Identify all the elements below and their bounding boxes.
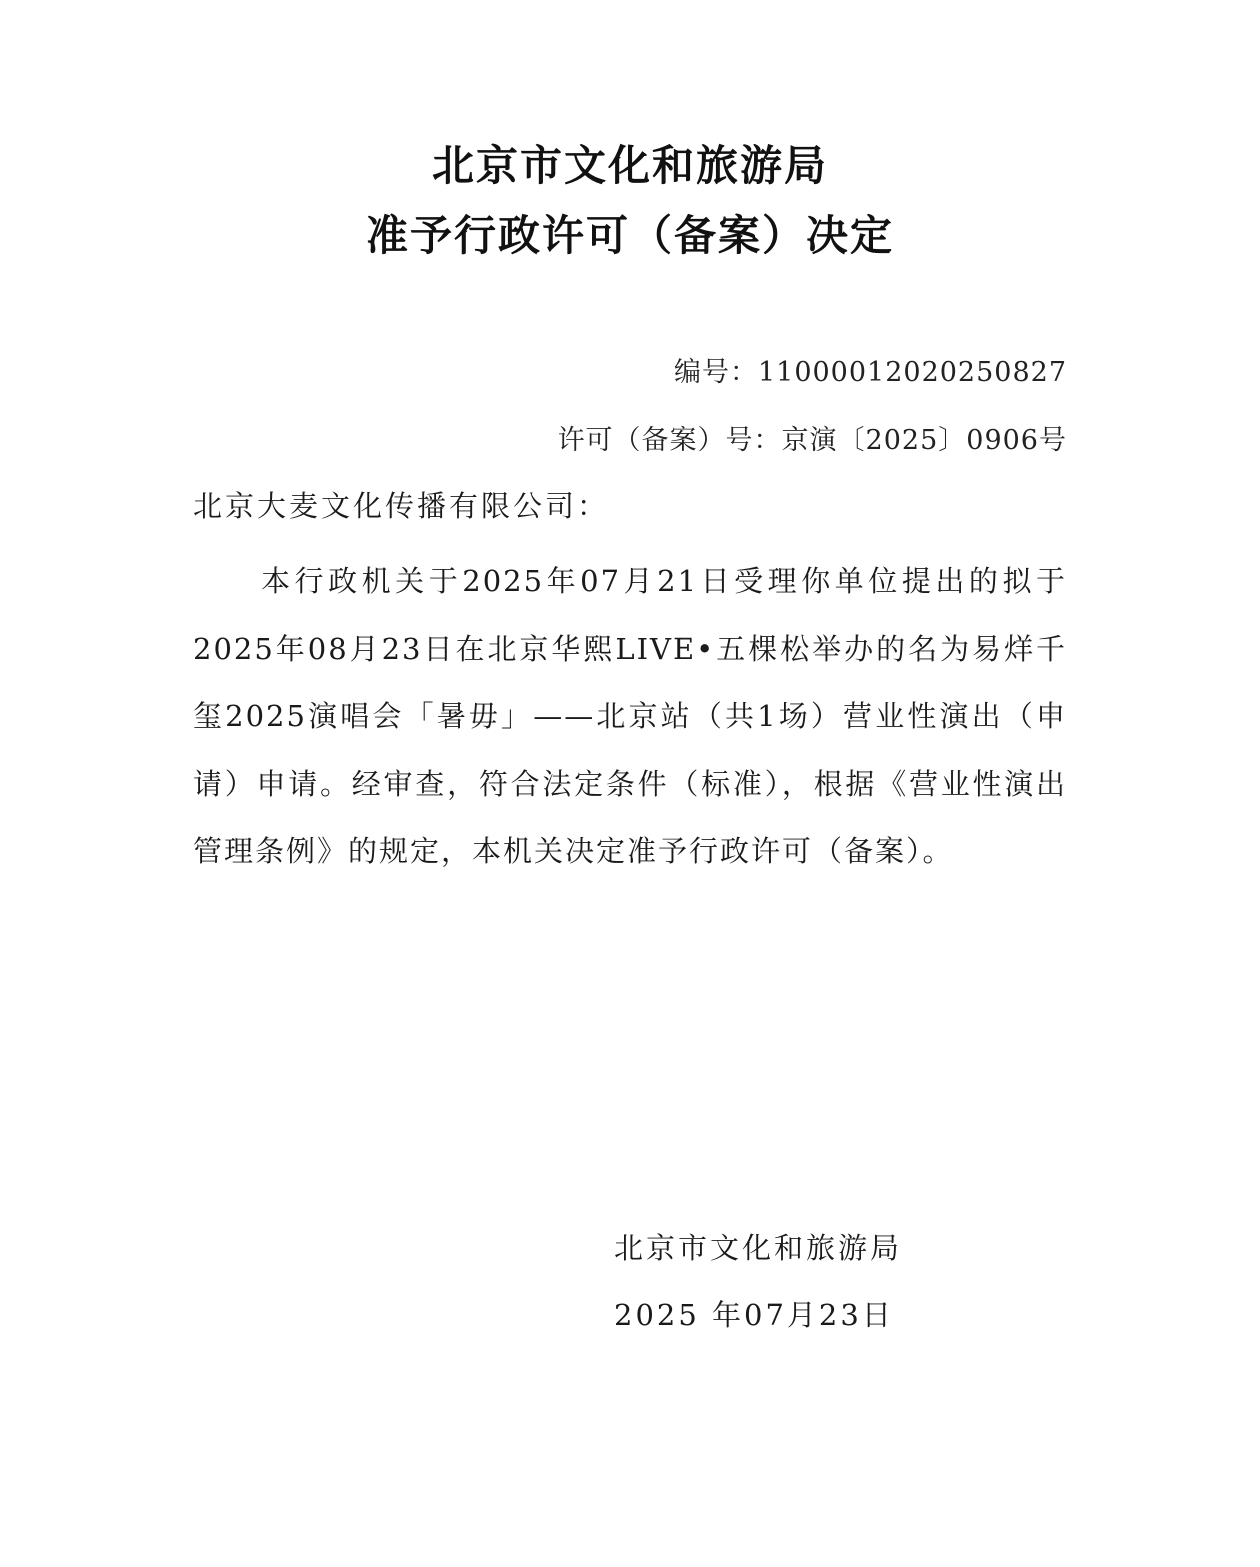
document-title-line-2: 准予行政许可（备案）决定 bbox=[365, 211, 894, 260]
permit-number: 许可（备案）号：京演〔2025〕0906号 bbox=[557, 425, 1067, 456]
addressee: 北京大麦文化传播有限公司： bbox=[193, 489, 610, 523]
serial-number: 编号：11000012020250827 bbox=[673, 357, 1067, 388]
document-title-line-1: 北京市文化和旅游局 bbox=[431, 141, 828, 190]
signature-date: 2025 年07月23日 bbox=[614, 1298, 894, 1332]
signature-organization: 北京市文化和旅游局 bbox=[614, 1231, 903, 1265]
decision-body: 本行政机关于2025年07月21日受理你单位提出的拟于2025年08月23日在北京华熙LIVE•五棵松举办的名为易烊千玺2025演唱会「暑毋」——北京站（共1场）营业性演出（申请）申请。经审查，符合法定条件（标准），根据《营业性演出管理条例》的规定，本机关决定准予行政许可（备案）。 bbox=[193, 564, 1067, 868]
